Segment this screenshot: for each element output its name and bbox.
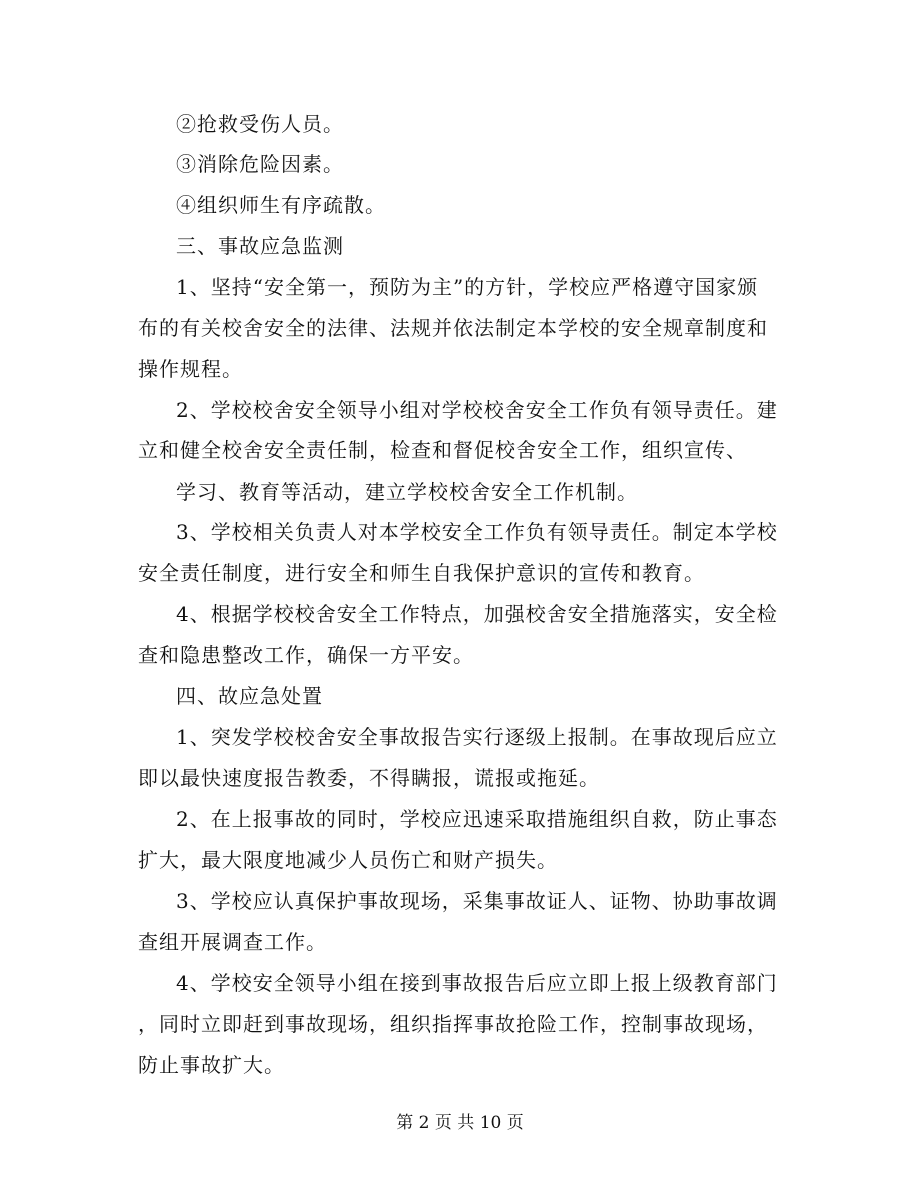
text-line: 布的有关校舍安全的法律、法规并依法制定本学校的安全规章制度和 [138,316,768,340]
text-line: 查和隐患整改工作，确保一方平安。 [138,643,474,667]
text-line: ②抢救受伤人员。 [176,112,344,136]
text-line: 操作规程。 [138,357,243,381]
text-line: 立和健全校舍安全责任制，检查和督促校舍安全工作，组织宣传、 [138,438,747,462]
text-line: 查组开展调查工作。 [138,930,327,954]
text-line: ，同时立即赶到事故现场，组织指挥事故抢险工作，控制事故现场， [138,1012,768,1036]
text-line: 4、学校安全领导小组在接到事故报告后应立即上报上级教育部门 [176,971,778,995]
text-line: 2、学校校舍安全领导小组对学校校舍安全工作负有领导责任。建 [176,398,778,422]
text-line: 4、根据学校校舍安全工作特点，加强校舍安全措施落实，安全检 [176,602,778,626]
text-line: ③消除危险因素。 [176,152,344,176]
text-line: 2、在上报事故的同时，学校应迅速采取措施组织自救，防止事态 [176,807,778,831]
text-line: 安全责任制度，进行安全和师生自我保护意识的宣传和教育。 [138,561,705,585]
text-line: 学习、教育等活动，建立学校校舍安全工作机制。 [176,480,638,504]
text-line: 3、学校相关负责人对本学校安全工作负有领导责任。制定本学校 [176,520,778,544]
text-line: 1、突发学校校舍安全事故报告实行逐级上报制。在事故现后应立 [176,725,778,749]
text-line: 3、学校应认真保护事故现场，采集事故证人、证物、协助事故调 [176,889,778,913]
text-line: 防止事故扩大。 [138,1053,285,1077]
text-line: 即以最快速度报告教委，不得瞒报，谎报或拖延。 [138,766,600,790]
section-heading: 三、事故应急监测 [176,234,344,258]
text-line: 1、坚持“安全第一，预防为主”的方针，学校应严格遵守国家颁 [176,275,759,299]
page-number-footer: 第 2 页 共 10 页 [396,1113,524,1133]
text-line: 扩大，最大限度地减少人员伤亡和财产损失。 [138,848,558,872]
text-line: ④组织师生有序疏散。 [176,193,386,217]
section-heading: 四、故应急处置 [176,684,323,708]
